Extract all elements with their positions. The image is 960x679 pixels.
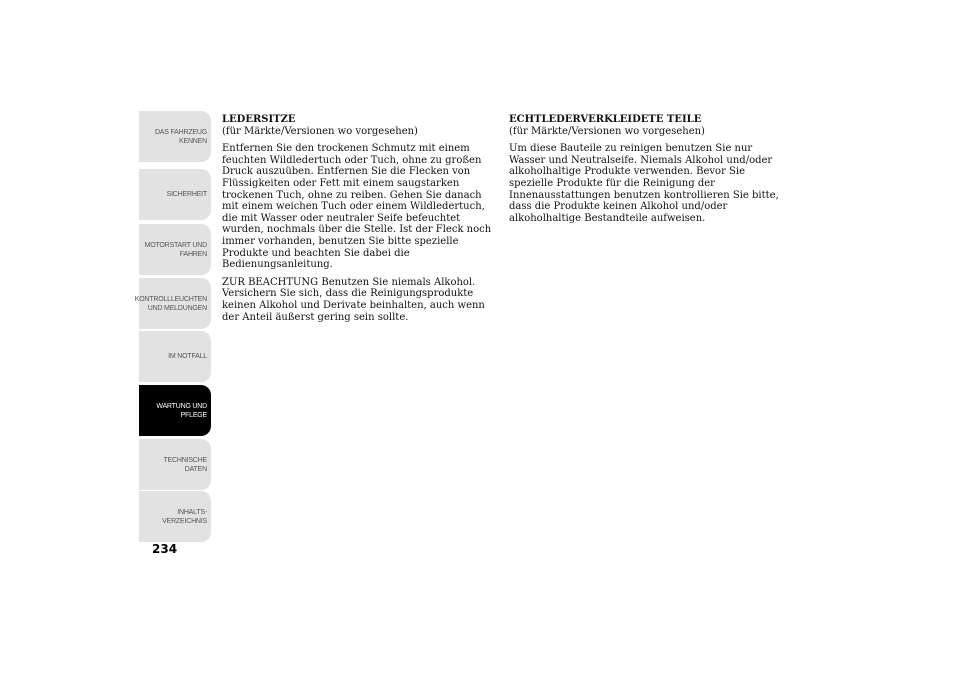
- tab-kontrollleuchten-und-meldungen[interactable]: KONTROLLLEUCHTEN UND MELDUNGEN: [139, 278, 211, 329]
- tab-sicherheit[interactable]: SICHERHEIT: [139, 169, 211, 220]
- section-subheading: (für Märkte/Versionen wo vorgesehen): [509, 125, 705, 137]
- right-column: [509, 114, 785, 230]
- page-number: 234: [152, 542, 178, 556]
- section-subheading: (für Märkte/Versionen wo vorgesehen): [222, 125, 418, 137]
- left-column: [222, 114, 496, 329]
- tab-technische-daten[interactable]: TECHNISCHE DATEN: [139, 439, 211, 490]
- section-heading-ledersitze: LEDERSITZE: [222, 114, 296, 125]
- tab-das-fahrzeug-kennen[interactable]: DAS FAHRZEUG KENNEN: [139, 111, 211, 162]
- tab-wartung-und-pflege[interactable]: WARTUNG UND PFLEGE: [139, 385, 211, 436]
- note-paragraph: ZUR BEACHTUNG Benutzen Sie niemals Alkohol. Versichern Sie sich, dass die Reinigungsprodukte keinen Alkohol und Derivate beinhalten, auch wenn der Anteil äußerst gering sein sollte.: [222, 276, 485, 323]
- body-paragraph: Um diese Bauteile zu reinigen benutzen Sie nur Wasser und Neutralseife. Niemals Alkohol und/oder alkoholhaltige Produkte verwenden. Bevor Sie spezielle Produkte für die Reinigung der Innenausstattungen benutzen kontrollieren Sie bitte, dass die Produkte keinen Alkohol und/oder alkoholhaltige Bestandteile aufweisen.: [509, 143, 779, 224]
- body-paragraph: Entfernen Sie den trockenen Schmutz mit einem feuchten Wildledertuch oder Tuch, ohne zu großen Druck auszuüben. Entfernen Sie die Flecken von Flüssigkeiten oder Fett mit einem saugstarken trockenen Tuch, ohne zu reiben. Gehen Sie danach mit einem weichen Tuch oder einem Wildledertuch, die mit Wasser oder neutraler Seife befeuchtet wurden, nochmals über die Stelle. Ist der Fleck noch immer vorhanden, benutzen Sie bitte spezielle Produkte und beachten Sie dabei die Bedienungsanleitung.: [222, 143, 492, 271]
- tab-inhaltsverzeichnis[interactable]: INHALTS- VERZEICHNIS: [139, 491, 211, 542]
- section-heading-echtlederverkleidete-teile: ECHTLEDERVERKLEIDETE TEILE: [509, 114, 702, 125]
- tab-im-notfall[interactable]: IM NOTFALL: [139, 331, 211, 382]
- tab-motorstart-und-fahren[interactable]: MOTORSTART UND FAHREN: [139, 224, 211, 275]
